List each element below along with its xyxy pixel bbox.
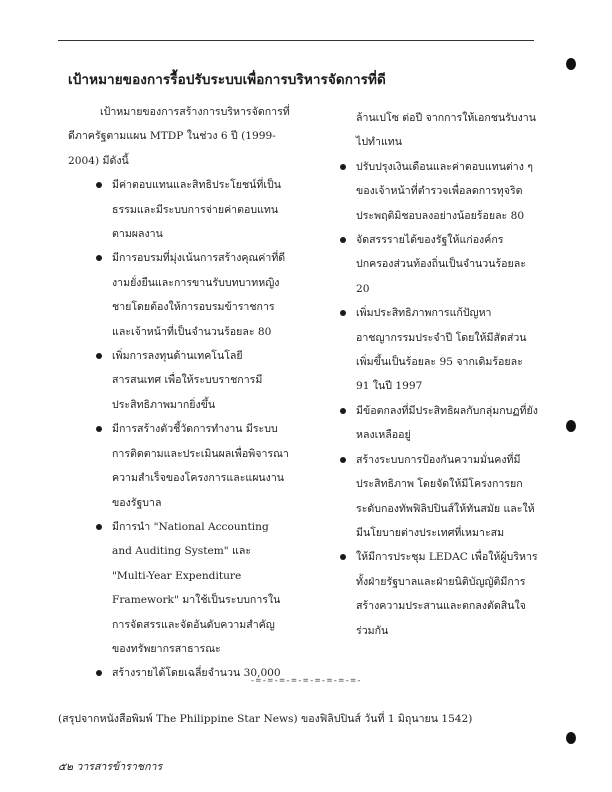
list-item: มีค่าตอบแทนและสิทธิประโยชน์ที่เป็นธรรมและมีระบบการจ่ายค่าตอบแทนตามผลงาน — [94, 173, 290, 246]
right-bullet-list — [338, 155, 538, 643]
list-item: เพิ่มประสิทธิภาพการแก้ปัญหาอาชญากรรมประจำปี โดยให้มีสัดส่วนเพิ่มขึ้นเป็นร้อยละ 95 จากเดิมร้อยละ 91 ในปี 1997 — [338, 301, 538, 399]
page-title: เป้าหมายของการรื้อปรับระบบเพื่อการบริหารจัดการที่ดี — [68, 72, 386, 88]
source-note: (สรุปจากหนังสือพิมพ์ The Philippine Star News) ของฟิลิปปินส์ วันที่ 1 มิถุนายน 1542) — [58, 713, 473, 725]
bullet-icon — [340, 237, 346, 243]
bullet-icon — [340, 554, 346, 560]
bullet-icon — [96, 255, 102, 261]
edge-mark — [566, 58, 576, 70]
bullet-icon — [340, 408, 346, 414]
list-item: มีการนำ "National Accounting and Auditing System" และ "Multi-Year Expenditure Framework" มาใช้เป็นระบบการในการจัดสรรและจัดอันดับความสำคัญของทรัพยากรสาธารณะ — [94, 515, 290, 661]
continued-text: ล้านเปโซ ต่อปี จากการให้เอกชนรับงานไปทำแทน — [356, 112, 536, 149]
list-item: จัดสรรรายได้ของรัฐให้แก่องค์กรปกครองส่วนท้องถิ่นเป็นจำนวนร้อยละ 20 — [338, 228, 538, 301]
intro-paragraph: เป้าหมายของการสร้างการบริหารจัดการที่ดีภาครัฐตามแผน MTDP ในช่วง 6 ปี (1999-2004) มีดังนี้ — [68, 106, 290, 167]
bullet-icon — [340, 310, 346, 316]
list-item: มีการสร้างตัวชี้วัดการทำงาน มีระบบการติดตามและประเมินผลเพื่อพิจารณาความสำเร็จของโครงการและแผนงานของรัฐบาล — [94, 417, 290, 515]
list-item: เพิ่มการลงทุนด้านเทคโนโลยีสารสนเทศ เพื่อให้ระบบราชการมีประสิทธิภาพมากยิ่งขึ้น — [94, 344, 290, 417]
left-bullet-list — [94, 173, 290, 686]
left-column — [68, 100, 290, 686]
list-item: สร้างระบบการป้องกันความมั่นคงที่มีประสิทธิภาพ โดยจัดให้มีโครงการยกระดับกองทัพฟิลิปปินส์ให้ทันสมัย และให้มีนโยบายต่างประเทศที่เหมาะสม — [338, 448, 538, 546]
list-item: มีข้อตกลงที่มีประสิทธิผลกับกลุ่มกบฏที่ยังหลงเหลืออยู่ — [338, 399, 538, 448]
list-item: ปรับปรุงเงินเดือนและค่าตอบแทนต่าง ๆ ของเจ้าหน้าที่ตำรวจเพื่อลดการทุจริตประพฤติมิชอบลงอย่างน้อยร้อยละ 80 — [338, 155, 538, 228]
list-item: ให้มีการประชุม LEDAC เพื่อให้ผู้บริหารทั้งฝ่ายรัฐบาลและฝ่ายนิติบัญญัติมีการสร้างความประสานและตกลงตัดสินใจร่วมกัน — [338, 545, 538, 643]
section-separator: -=-=-=-=-=-=-=-=-=- — [249, 676, 363, 686]
page-footer: ๕๒ วารสารข้าราชการ — [58, 761, 163, 773]
bullet-icon — [96, 353, 102, 359]
top-rule — [58, 40, 534, 41]
bullet-icon — [96, 524, 102, 530]
bullet-icon — [96, 426, 102, 432]
bullet-icon — [340, 164, 346, 170]
bullet-icon — [96, 182, 102, 188]
list-item: สร้างรายได้โดยเฉลี่ยจำนวน 30,000 — [94, 661, 290, 685]
right-column — [338, 106, 538, 643]
bullet-icon — [340, 457, 346, 463]
edge-mark — [566, 732, 576, 744]
edge-mark — [566, 420, 576, 432]
list-item: มีการอบรมที่มุ่งเน้นการสร้างคุณค่าที่ดีงามยั่งยืนและการขานรับบทบาทหญิงชายโดยต้องให้การอบรมข้าราชการและเจ้าหน้าที่เป็นจำนวนร้อยละ 80 — [94, 246, 290, 344]
